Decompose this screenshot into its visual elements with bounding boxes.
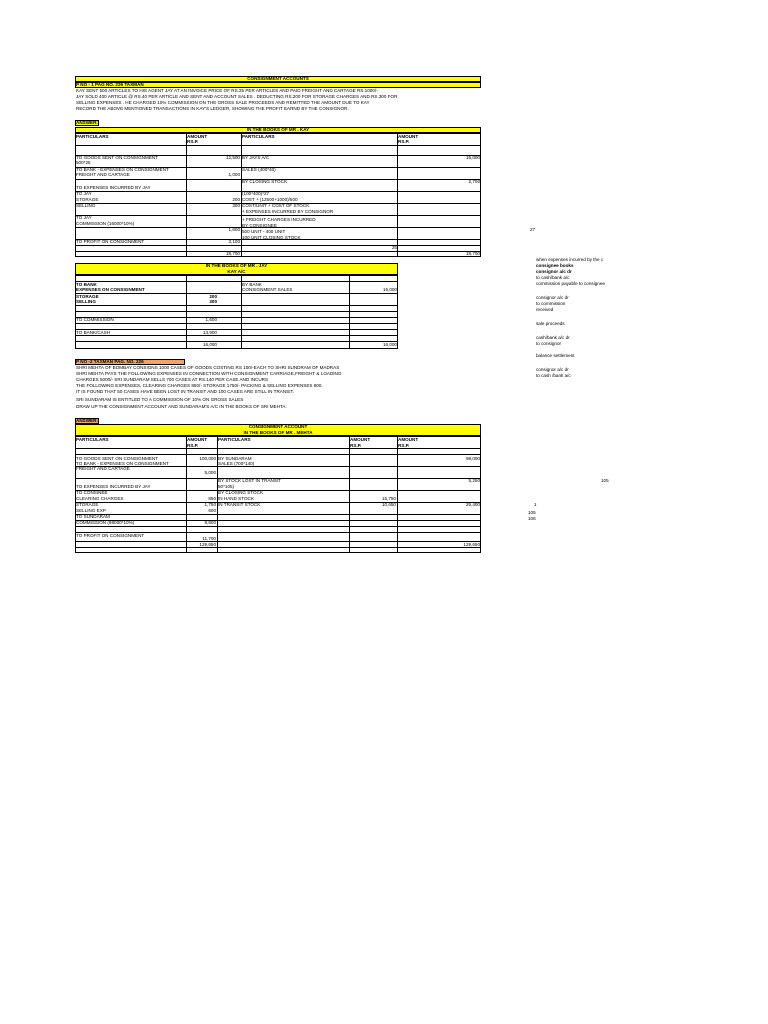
kay-left-row: TO JAY [76,191,92,196]
mehta-left-amount: 11,700 [202,536,216,541]
jay-title: IN THE BOOKS OF MR . JAY [205,263,268,268]
mehta-left-row: TO GOODS SENT ON CONSIGNMENT [76,456,159,461]
jay-right-row: CONSIGNMENT SALES [242,287,293,292]
kay-right-row: BY CONSIGNEE [242,223,277,228]
col-amount: AMOUNT [398,437,419,442]
jay-left-row: STORAGE [76,294,99,299]
mehta-total-left: 129,650 [199,542,216,547]
side-note: commission payable to consignee [536,281,605,286]
kay-left-row: TO GOODS SENT ON CONSIGNMENT [76,155,159,160]
kay-title: IN THE BOOKS OF MR . KAY [246,127,310,132]
mehta-right-amount: 26,400 [465,502,480,507]
jay-left-amount: 200 [209,294,217,299]
mehta-left-row: TO BANK - EXPENSES ON CONSIGNMENT [76,461,169,466]
kay-right-amount: 16,000 [465,155,480,160]
kay-left-row: TO BANK - EXPENSES ON CONSIGNMENT [76,167,169,172]
kay-left-amount: 200 [232,197,240,202]
side-number: 106 [528,516,536,521]
p2-line: SRI SUNDARAM IS ENTITLED TO A COMMISSION OF 10% ON GROSS SALES [76,397,244,402]
p2-line: DRAW UP THE CONSIGNMENT ACCOUNT AND SUNDARAM'S A/C IN THE BOOKS OF SRI MEHTA. [76,404,287,409]
kay-right-row: BY CLOSING STOCK [242,179,288,184]
p1-line: JAY SOLD 400 ARTICLE @ RS.40 PER ARTICLE AND SENT AND ACCOUNT SALES . DEDUCTING RS.200 FOR STORAGE CHARGES AND RS.300 FOR [76,94,398,99]
kay-left-amount: 3,100 [228,239,240,244]
mehta-left-row: COMMISSION (98000*10%) [76,520,135,525]
p2-line: THE FOLLOWING EXPENSES, CLEARING CHARGES 850/- STORAGE 1750/- PACKING & SELLING EXPENSES 600. [76,383,323,388]
mehta-left-row: FREIGHT AND CARTAGE [76,466,130,471]
jay-left-row: TO COMMISSION [76,317,114,322]
kay-total-right: 18,700 [465,251,480,256]
kay-left-row: STORAGE [76,197,99,202]
p1-line: KAY SENT 500 ARTICLES TO HIS AGENT JAY AT AN INVOICE PRICE OF RS.25 PER ARTICLES AND PAID FREIGHT AND CARTAGE RS.1000/- [76,88,378,93]
kay-left-amount: 300 [232,203,240,208]
mehta-right-mid-amount: 15,750 [381,496,396,501]
side-note: to cash /bank a/c [536,373,571,378]
side-note: consignor a/c dr [536,295,569,300]
kay-total-left: 18,700 [225,251,240,256]
p1-line: SELLING EXPENSES . HE CHARGED 10% COMMISSION ON THE GROSS SALE PROCEEDS AND REMITTED THE AMOUNT DUE TO KAY [76,100,370,105]
p1-answer-label: ANSWER: [76,120,98,125]
kay-right-amount: 2,700 [468,179,480,184]
mehta-left-amount: 5,000 [204,470,216,475]
col-rsp: RS.P. [187,139,199,144]
mehta-left-row: TO SUNDARAM [76,514,110,519]
mehta-right-row: IN HAND STOCK [218,496,254,501]
col-particulars: PARTICULARS [76,134,109,139]
kay-left-row: COMMISSION (16000*10%) [76,221,135,226]
kay-left-amount: 1,600 [228,227,240,232]
jay-left-row: TO BANK [76,282,97,287]
side-note: sale proceeds [536,321,565,326]
col-rsp: RS.P. [350,443,362,448]
kay-left-row: TO EXPENSES INCURRED BY JAY [76,185,151,190]
mehta-left-row: TO PROFIT ON CONSIGNMENT [76,533,145,538]
side-number: 1 [534,502,537,507]
side-note: cash/bank a/c dr [536,335,570,340]
kay-left-row: SELLING [76,203,96,208]
kay-left-amount: 1,000 [228,172,240,177]
p2-line: SHRI MEHTA PAYS THE FOLLOWING EXPENSES IN CONNECTION WITH CONSIGNMENT CARRIAGE,FREIGHT & LOADING [76,371,342,376]
mehta-total-right: 129,650 [463,542,480,547]
side-note: consignee books [536,263,574,268]
jay-left-row: TO BANK/CASH [76,330,111,335]
mehta-left-row: TO EXPENSES INCURRED BY JAY [76,484,151,489]
kay-left-row: TO JAY [76,215,92,220]
kay-right-row: + EXPENSES INCURRED BY CONSIGNOR [242,209,334,214]
col-particulars: PARTICULARS [76,437,109,442]
page-title: CONSIGNMENT ACCOUNTS [247,76,309,81]
mehta-left-amount: 9,800 [204,520,216,525]
mehta-left-amount: 100,000 [199,456,216,461]
side-note: consignor a/c dr [536,269,572,274]
p2-line: SHRI MEHTA OF BOMBAY CONSIGNS 1000 CASES OF GOODS COSTING RS 100/-EACH TO SHRI SUNDRAM OF MADRAS [76,365,340,370]
col-rsp: RS.P. [398,139,410,144]
jay-total-left: 16,000 [202,342,217,347]
kay-right-row: SALES (400*40) [242,167,276,172]
kay-left-amount: 12,500 [225,155,240,160]
mehta-title: CONSIGNMENT ACCOUNT [248,424,308,429]
col-rsp: RS.P. [187,443,199,448]
p2-line: CHARGES 5000/- SRI SUNDARAM SELLS 700 CASES AT RS.140 PER CASE AND INCURS [76,377,269,382]
p1-heading: P NO - 1 PAG NO. 226 TAXMAN [76,82,144,87]
mehta-right-mid-amount: 10,650 [381,502,396,507]
mehta-right-row: BY CLOSING STOCK [218,490,264,495]
side-note: to consignor [536,341,562,346]
kay-left-row: TO PROFIT ON CONSIGNMENT [76,239,145,244]
mehta-left-row: TO CONSINEE [76,490,108,495]
jay-right-row: BY BANK [242,282,262,287]
mehta-subtitle: IN THE BOOKS OF MR . MEHTA [243,430,313,435]
kay-right-row: COST/UNIT + COST OF STOCK [242,203,310,208]
p1-line: RECORD THE ABOVE MENTIONED TRANSACTIONS IN KAY'S LEDGER, SHOWING THE PROFIT EARND BY THE CONSIGNOR. [76,106,349,111]
mehta-right-row: BY SUNDARAM [218,456,252,461]
col-rsp: RS.P. [398,443,410,448]
jay-subtitle: KAY A/C [227,269,246,274]
jay-left-amount: 13,900 [202,330,217,335]
kay-right-row: 100 UNIT CLOSING STOCK [242,235,301,240]
p2-answer-label: ANSWER: [76,418,98,423]
col-particulars: PARTICULARS [218,437,251,442]
col-amount: AMOUNT [187,437,208,442]
kay-right-row: COST + (12500+1000)/500 [242,197,298,202]
mehta-right-row: IN TRANSIT STOCK [218,502,261,507]
col-amount: AMOUNT [398,134,419,139]
kay-left-row: 500*25 [76,160,91,165]
kay-right-row: BY JAYS A/C [242,155,270,160]
mehta-right-row: SALES (700*140) [218,461,255,466]
mehta-left-row: SELLING EXP [76,508,106,513]
mehta-left-amount: 1,750 [204,502,216,507]
jay-left-row: EXPENSES ON CONSIGNMENT [76,287,145,292]
mehta-right-amount: 98,000 [465,456,480,461]
jay-left-amount: 1,600 [205,317,217,322]
mehta-right-row: BY STOCK LOST IN TRANSIT [218,478,281,483]
side-note: to commission [536,301,566,306]
jay-left-row: SELLING [76,299,96,304]
side-note: to cash/bank a/c [536,275,570,280]
col-amount: AMOUNT [350,437,371,442]
mehta-left-row: CLEARING CHARGES [76,496,124,501]
mehta-right-row: 50*105) [218,484,235,489]
mehta-left-amount: 850 [208,496,216,501]
side-number: 105 [528,510,536,515]
mehta-right-amount: 5,250 [468,478,480,483]
p2-heading: P NO -2 TAXMAN PAG. NO. 226 [76,359,144,364]
col-particulars: PARTICULARS [242,134,275,139]
jay-left-amount: 300 [209,299,217,304]
kay-right-row: (100*400)*27 [242,191,270,196]
kay-left-row: FREIGHT AND CARTAGE [76,172,130,177]
side-note-27: 27 [530,227,536,232]
kay-right-row: + FREIGHT CHARGES INCURRED [242,217,316,222]
side-note: balance settlement [536,353,575,358]
side-number: 105 [601,478,609,483]
kay-right-row: 500 UNIT - 400 UNIT [242,229,286,234]
jay-right-amount: 16,000 [382,287,397,292]
side-note: received [536,307,554,312]
jay-total-right: 16,000 [382,342,397,347]
side-note: when expenses incurred by the c [536,257,604,262]
mehta-left-row: STORAGE [76,502,99,507]
side-note: consignor a/c dr [536,367,569,372]
mehta-left-amount: 600 [208,508,216,513]
kay-small-25: 25 [391,245,397,250]
col-amount: AMOUNT [187,134,208,139]
p2-line: IT IS FOUND THAT 50 CASES HAVE BEEN LOST IN TRANSIT AND 100 CASES ARE STILL IN TRANSIT. [76,389,295,394]
